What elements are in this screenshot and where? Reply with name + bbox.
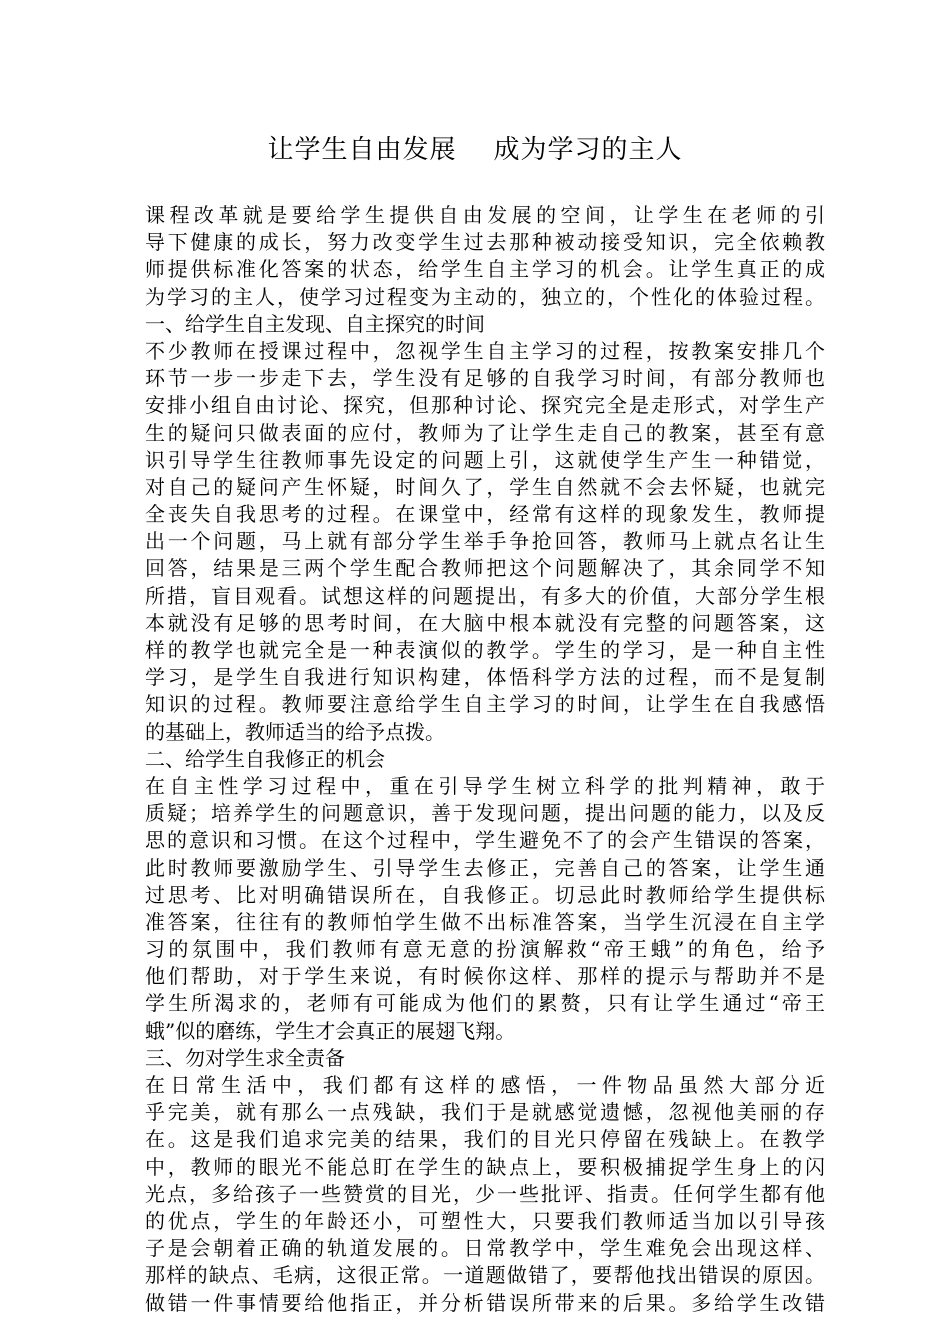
paragraph-line: 出一个问题，马上就有部分学生举手争抢回答，教师马上就点名让生 [145,529,825,554]
section-heading: 一、给学生自主发现、自主探究的时间 [145,311,485,336]
paragraph-line: 光点，多给孩子一些赞赏的目光，少一些批评、指责。任何学生都有他 [145,1181,825,1206]
paragraph-line: 的基础上，教师适当的给予点拨。 [145,719,445,744]
paragraph-line: 本就没有足够的思考时间，在大脑中根本就没有完整的问题答案，这 [145,610,825,635]
paragraph-line: 课程改革就是要给学生提供自由发展的空间，让学生在老师的引 [145,203,825,227]
paragraph-line: 所措，盲目观看。试想这样的问题提出，有多大的价值，大部分学生根 [145,583,825,608]
section-heading: 三、勿对学生求全责备 [145,1045,345,1070]
paragraph-line: 学习，是学生自我进行知识构建，体悟科学方法的过程，而不是复制 [145,665,825,690]
paragraph-line: 习的氛围中，我们教师有意无意的扮演解救“帝王蛾”的角色，给予 [145,937,825,962]
paragraph-line: 师提供标准化答案的状态，给学生自主学习的机会。让学生真正的成 [145,257,825,282]
paragraph-line: 生的疑问只做表面的应付，教师为了让学生走自己的教案，甚至有意 [145,420,825,445]
paragraph-line: 那样的缺点、毛病，这很正常。一道题做错了，要帮他找出错误的原因。 [145,1263,825,1288]
paragraph-line: 识引导学生往教师事先设定的问题上引，这就使学生产生一种错觉， [145,447,825,472]
paragraph-line: 乎完美，就有那么一点残缺，我们于是就感觉遗憾，忽视他美丽的存 [145,1100,825,1125]
paragraph-line: 为学习的主人，使学习过程变为主动的，独立的，个性化的体验过程。 [145,284,825,309]
paragraph-line: 他们帮助，对于学生来说，有时候你这样、那样的提示与帮助并不是 [145,964,825,989]
paragraph-line: 环节一步一步走下去，学生没有足够的自我学习时间，有部分教师也 [145,366,825,391]
paragraph-line: 学生所渴求的，老师有可能成为他们的累赘，只有让学生通过“帝王 [145,991,825,1016]
paragraph-line: 的优点，学生的年龄还小，可塑性大，只要我们教师适当加以引导孩 [145,1208,825,1233]
paragraph-line: 对自己的疑问产生怀疑，时间久了，学生自然就不会去怀疑，也就完 [145,474,825,499]
paragraph-line: 质疑；培养学生的问题意识，善于发现问题，提出问题的能力，以及反 [145,801,825,826]
paragraph-line: 子是会朝着正确的轨道发展的。日常教学中，学生难免会出现这样、 [145,1236,825,1261]
paragraph-line: 全丧失自我思考的过程。在课堂中，经常有这样的现象发生，教师提 [145,502,825,527]
document-body [145,202,825,1317]
paragraph-line: 在自主性学习过程中，重在引导学生树立科学的批判精神，敢于 [145,773,825,798]
paragraph-line: 回答，结果是三两个学生配合教师把这个问题解决了，其余同学不知 [145,556,825,581]
paragraph-line: 在。这是我们追求完美的结果，我们的目光只停留在残缺上。在教学 [145,1127,825,1152]
paragraph-line: 准答案，往往有的教师怕学生做不出标准答案，当学生沉浸在自主学 [145,909,825,934]
paragraph-line: 中，教师的眼光不能总盯在学生的缺点上，要积极捕捉学生身上的闪 [145,1154,825,1179]
paragraph-line: 不少教师在授课过程中，忽视学生自主学习的过程，按教案安排几个 [145,338,825,363]
section-heading: 二、给学生自我修正的机会 [145,746,385,771]
paragraph-line: 知识的过程。教师要注意给学生自主学习的时间，让学生在自我感悟 [145,692,825,717]
paragraph-line: 安排小组自由讨论、探究，但那种讨论、探究完全是走形式，对学生产 [145,393,825,418]
paragraph-line: 导下健康的成长，努力改变学生过去那种被动接受知识，完全依赖教 [145,230,825,255]
paragraph-line: 思的意识和习惯。在这个过程中，学生避免不了的会产生错误的答案， [145,828,825,853]
document-title: 让学生自由发展 成为学习的主人 [267,135,683,165]
paragraph-line: 此时教师要激励学生、引导学生去修正，完善自己的答案，让学生通 [145,855,825,880]
paragraph-line: 过思考、比对明确错误所在，自我修正。切忌此时教师给学生提供标 [145,882,825,907]
paragraph-line: 样的教学也就完全是一种表演似的教学。学生的学习，是一种自主性 [145,638,825,662]
paragraph-line: 做错一件事情要给他指正，并分析错误所带来的后果。多给学生改错 [145,1290,825,1315]
paragraph-line: 蛾”似的磨练，学生才会真正的展翅飞翔。 [145,1018,516,1043]
paragraph-line: 在日常生活中，我们都有这样的感悟，一件物品虽然大部分近 [145,1073,825,1097]
